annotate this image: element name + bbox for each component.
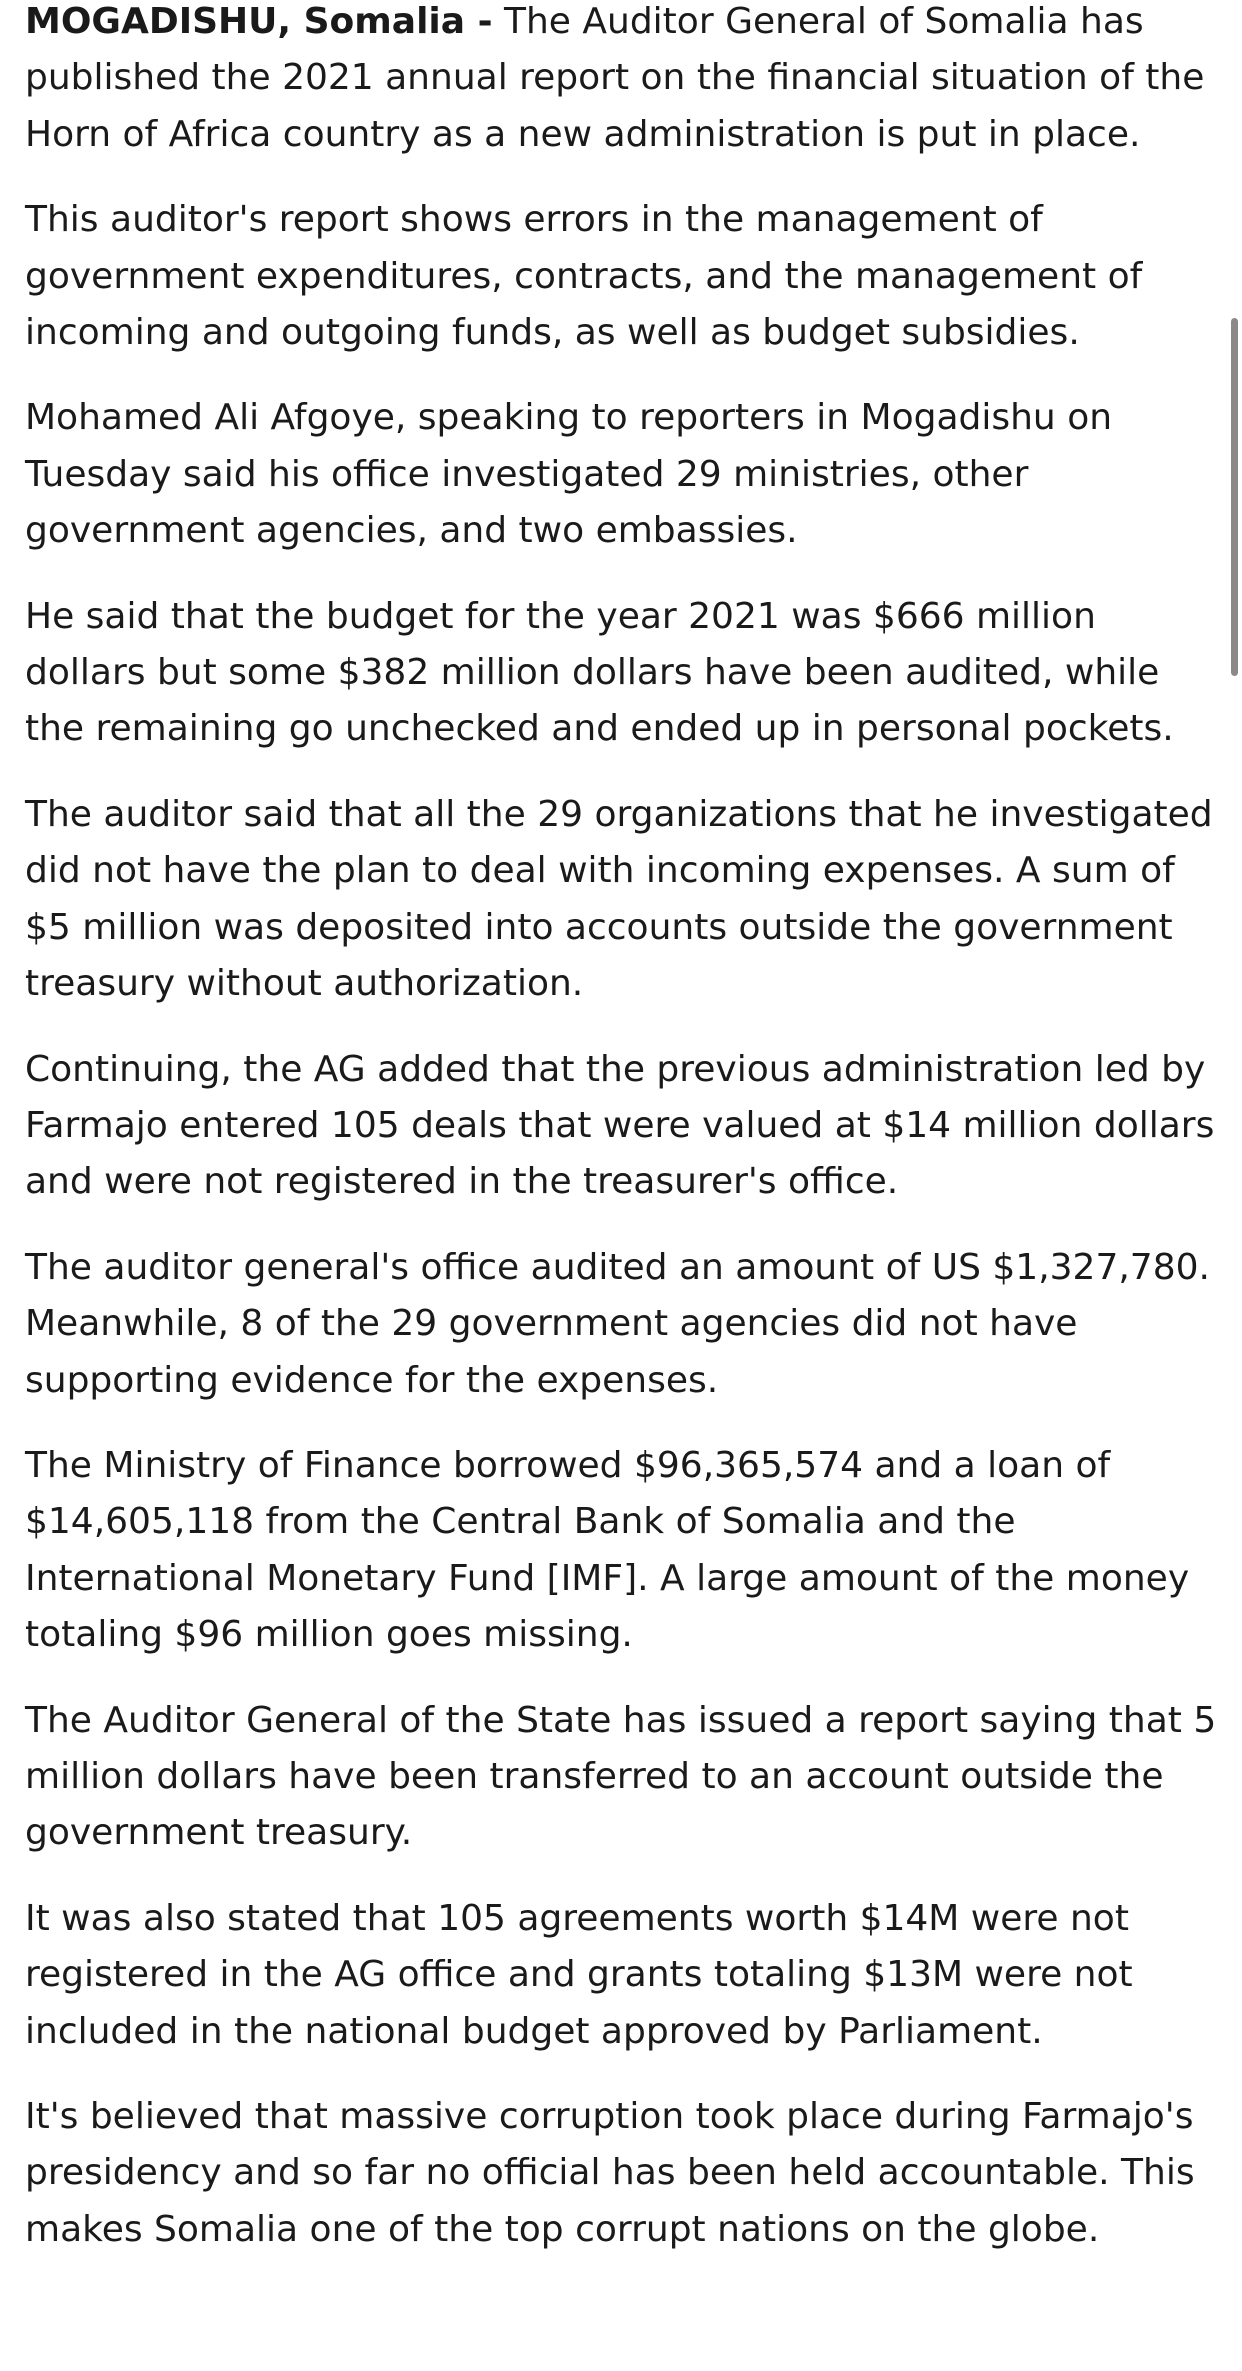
article-paragraph-4: He said that the budget for the year 2021 was $666 million dollars but some $382 million dollars have been audited, while the remaining go unchecked and ended up in personal pockets.	[25, 595, 1174, 750]
article-paragraph-2: This auditor's report shows errors in the management of government expenditures, contracts, and the management of incoming and outgoing funds, as well as budget subsidies.	[25, 199, 1143, 354]
vertical-scrollbar[interactable]	[1231, 318, 1238, 676]
article-paragraph-9: The Auditor General of the State has issued a report saying that 5 million dollars have been transferred to an account outside the government treasury.	[25, 1699, 1217, 1854]
article-paragraph-11: It's believed that massive corruption took place during Farmajo's presidency and so far no official has been held accountable. This makes Somalia one of the top corrupt nations on the globe.	[25, 2096, 1195, 2250]
article-paragraph-7: The auditor general's office audited an amount of US $1,327,780. Meanwhile, 8 of the 29 government agencies did not have supporting evidence for the expenses.	[25, 1246, 1210, 1401]
article-paragraph-6: Continuing, the AG added that the previous administration led by Farmajo entered 105 deals that were valued at $14 million dollars and were not registered in the treasurer's office.	[25, 1048, 1215, 1203]
paragraph-text: The Auditor General of Somalia has published the 2021 annual report on the financial situation of the Horn of Africa country as a new administration is put in place.	[25, 1, 1205, 155]
article-paragraph-3: Mohamed Ali Afgoye, speaking to reporters in Mogadishu on Tuesday said his office investigated 29 ministries, other government agencies, and two embassies.	[25, 397, 1113, 552]
article-body	[25, 0, 1220, 2287]
article-paragraph-10: It was also stated that 105 agreements worth $14M were not registered in the AG office and grants totaling $13M were not included in the national budget approved by Parliament.	[25, 1897, 1133, 2052]
dateline: MOGADISHU, Somalia -	[25, 1, 493, 42]
article-paragraph-5: The auditor said that all the 29 organizations that he investigated did not have the plan to deal with incoming expenses. A sum of $5 million was deposited into accounts outside the government treasury without authorization.	[25, 793, 1213, 1005]
article-paragraph-8: The Ministry of Finance borrowed $96,365,574 and a loan of $14,605,118 from the Central Bank of Somalia and the International Monetary Fund [IMF]. A large amount of the money totaling $96 million goes missing.	[25, 1444, 1190, 1656]
article-paragraph-1	[25, 0, 1220, 163]
